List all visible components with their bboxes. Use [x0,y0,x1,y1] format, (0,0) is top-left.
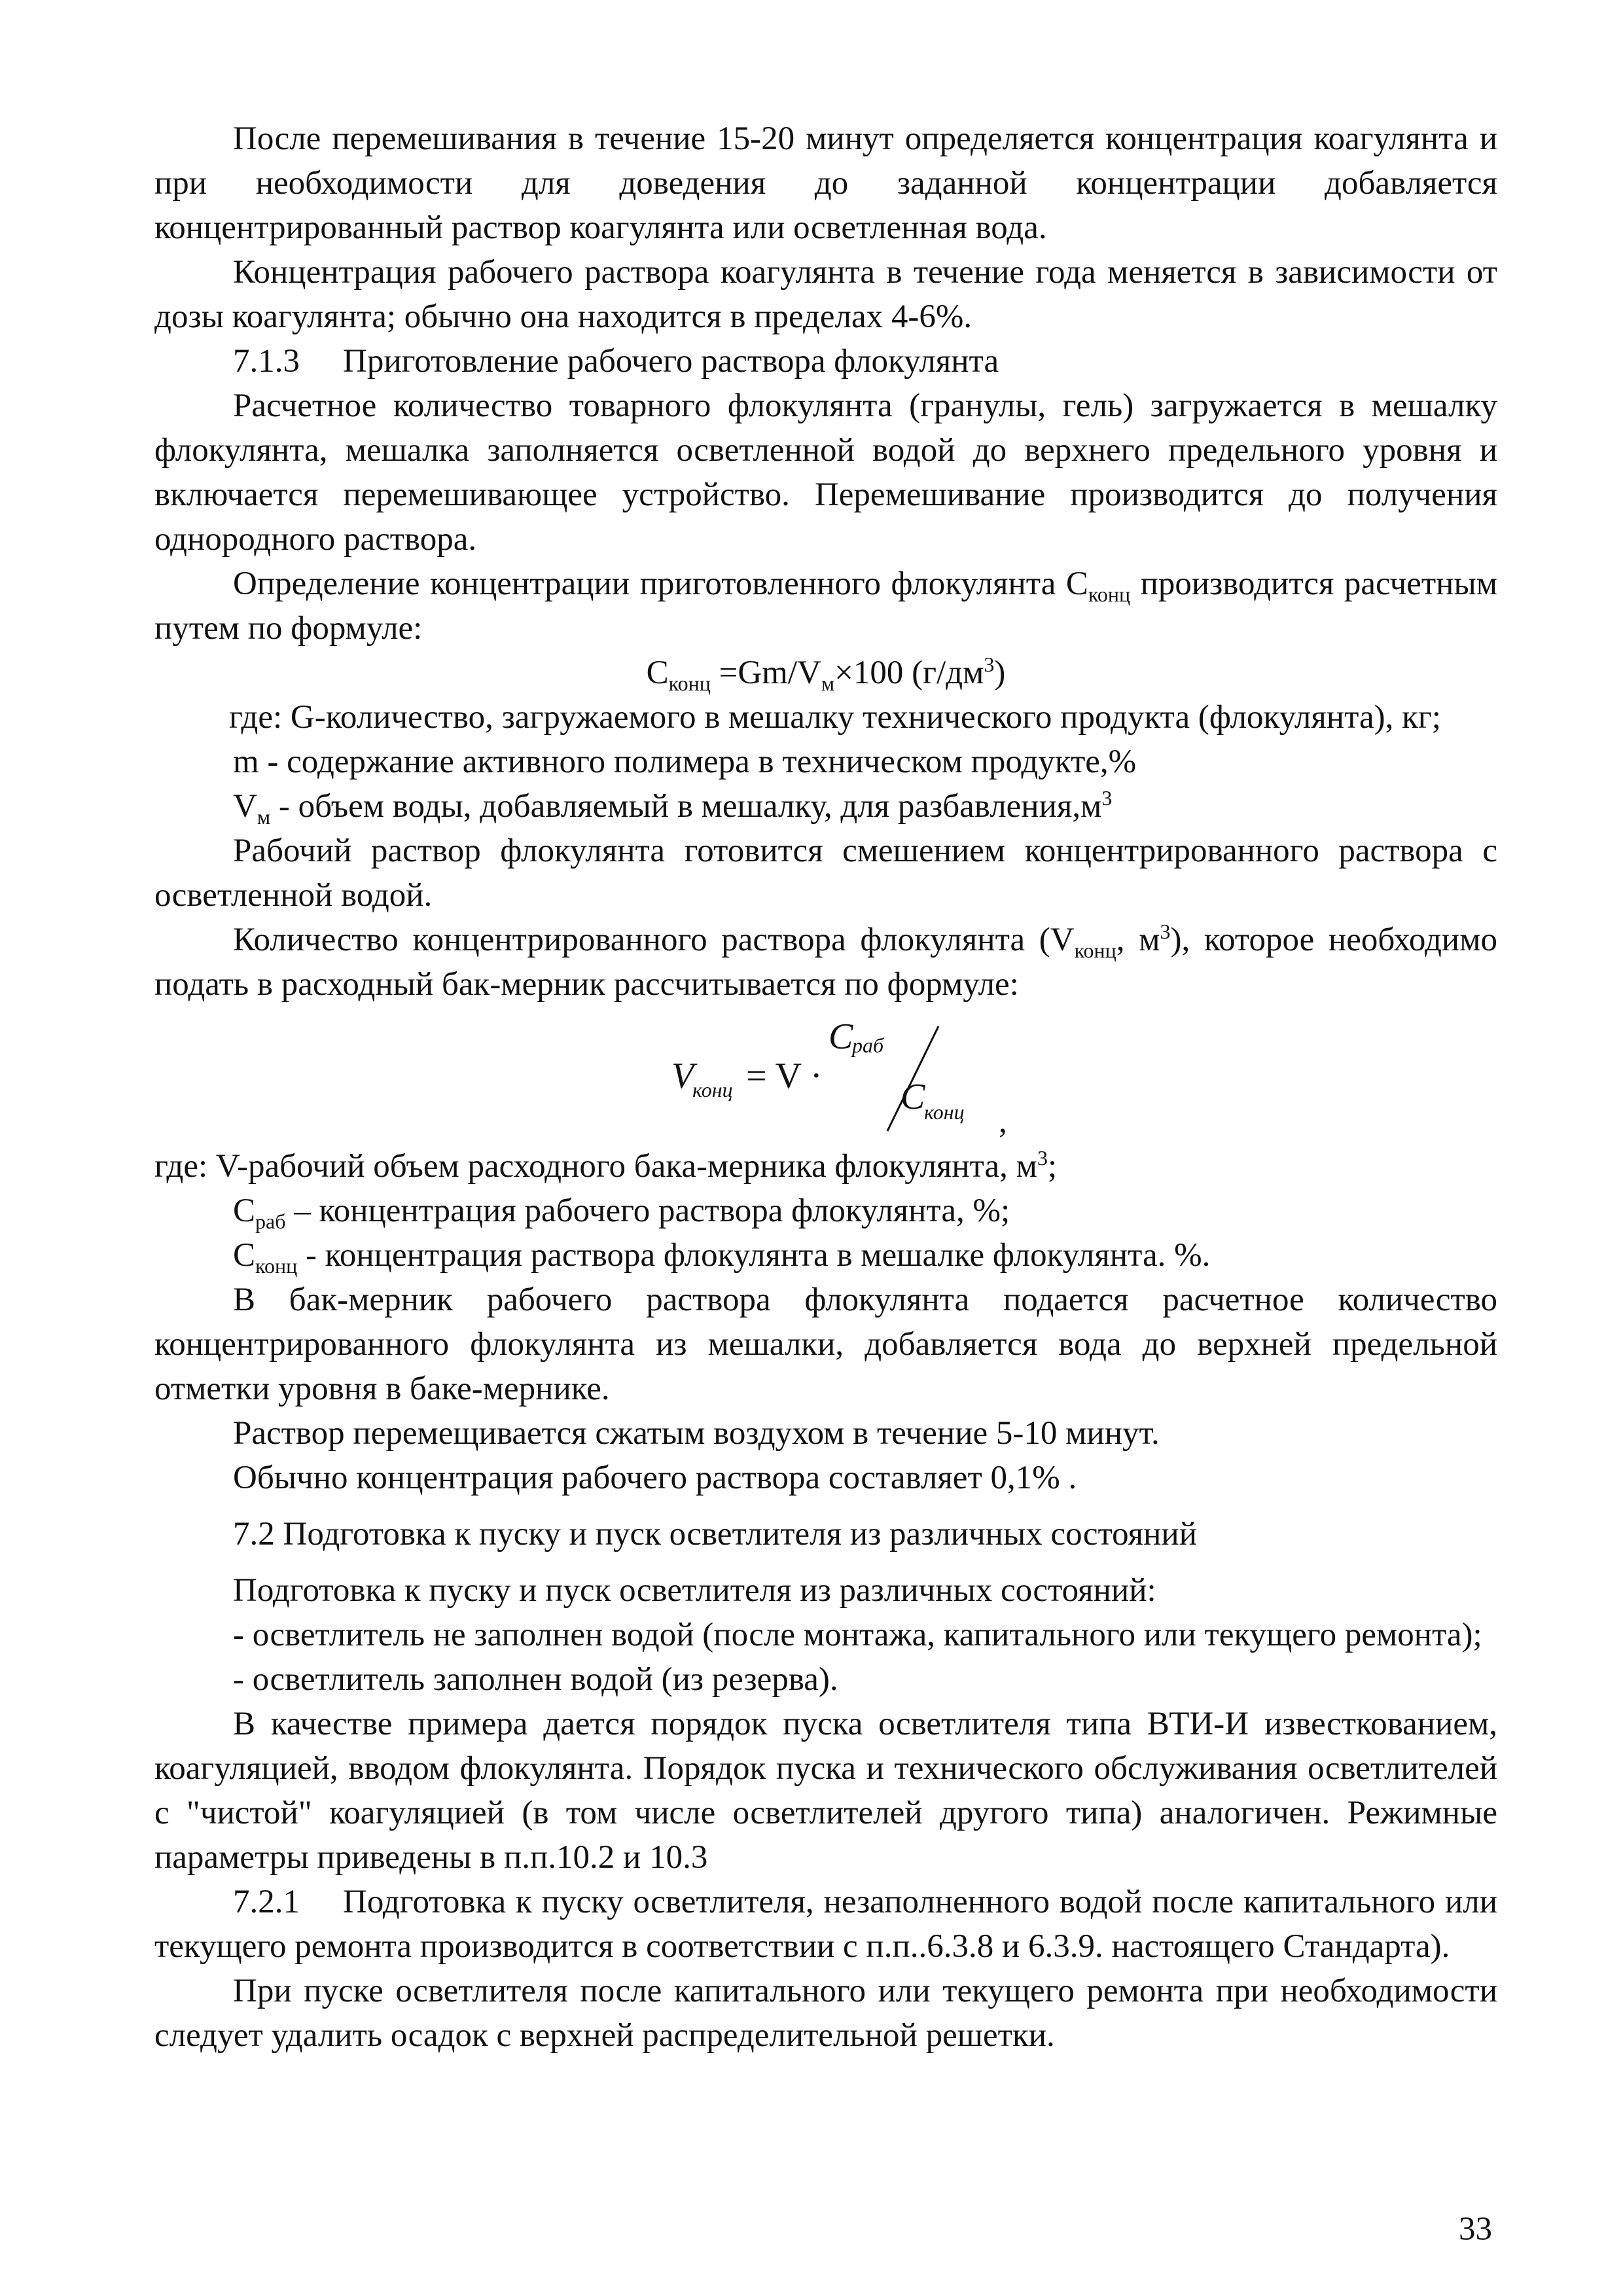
paragraph-measuring-tank: В бак-мерник рабочего раствора флокулянта подается расчетное количество концентрированного флокулянта из мешалки, добавляется вода до верхней предельной отметки уровня в баке-мернике. [154,1282,1497,1407]
where-c-concentrated [154,1233,1497,1278]
formula-symbol: ×100 (г/дм [834,655,984,691]
paragraph-typical-concentration: Обычно концентрация рабочего раствора составляет 0,1% . [233,1460,1077,1496]
paragraph-mixing: После перемешивания в течение 15-20 минут определяется концентрация коагулянта и при необходимости для доведения до заданной концентрации добавляется концентрированный раствор коагулянта или осветленная вода. [154,120,1497,246]
formula-equals: = V · [746,1056,823,1096]
text-run: – концентрация рабочего раствора флокулянта, %; [285,1193,1010,1229]
section-title: Приготовление рабочего раствора флокулянта [343,343,999,380]
superscript: 3 [984,653,995,676]
where-c-working [154,1189,1497,1233]
formula-symbol: =Gm/V [710,655,821,691]
text-run: , м [1116,922,1160,958]
formula-numerator-subscript: раб [852,1033,884,1057]
subscript: конц [1074,939,1116,963]
section-7-2-1 [154,1880,1497,1969]
section-heading-7-1-3 [154,339,1497,384]
where-v-working-volume [154,1144,1497,1189]
text-run: С [233,1237,256,1274]
superscript: 3 [1037,1146,1048,1170]
text-column [154,117,1497,2058]
paragraph-sludge-removal: При пуске осветлителя после капитального или текущего ремонта при необходимости следует удалить осадок с верхней распределительной решетки. [154,1973,1497,2054]
text-run: С [233,1193,256,1229]
text-run: производится расчетным путем по формуле: [154,565,1497,647]
formula-denominator: C [901,1077,925,1117]
section-number: 7.1.3 [233,343,300,380]
formula-svg [154,1007,1497,1144]
page-number: 33 [1459,2211,1492,2248]
subscript: конц [668,672,711,696]
list-item-filled: - осветлитель заполнен водой (из резерва). [233,1661,838,1698]
text-run: Определение концентрации приготовленного флокулянта С [233,565,1088,602]
where-m-definition: m - содержание активного полимера в техническом продукте,% [233,744,1137,780]
subscript: м [257,805,271,829]
text-run: ), которое необходимо подать в расходный бак-мерник рассчитывается по формуле: [154,922,1497,1003]
formula-numerator: C [829,1016,853,1057]
paragraph-example-procedure: В качестве примера дается порядок пуска осветлителя типа ВТИ-И известкованием, коагуляцией, вводом флокулянта. Порядок пуска и технического обслуживания осветлителей с "чистой" коагуляцией (в том числе осветлителей другого типа) аналогичен. Режимные параметры приведены в п.п.10.2 и 10.3 [154,1706,1497,1876]
paragraph-concentrated-amount [154,918,1497,1007]
text-run: ; [1047,1148,1058,1185]
formula-concentration [154,651,1497,695]
paragraph-coagulant-concentration: Концентрация рабочего раствора коагулянта в течение года меняется в зависимости от дозы коагулянта; обычно она находится в пределах 4-6%. [154,254,1497,335]
text-run: V [233,788,257,825]
formula-volume [154,1007,1497,1144]
subscript: м [821,672,835,696]
formula-lhs-subscript: конц [692,1078,733,1102]
section-number: 7.2.1 [233,1884,300,1920]
text-run: - концентрация раствора флокулянта в мешалке флокулянта. %. [297,1237,1211,1274]
subscript: конц [255,1254,298,1278]
superscript: 3 [1101,786,1113,810]
paragraph-air-mixing: Раствор перемещивается сжатым воздухом в течение 5-10 минут. [233,1415,1160,1452]
section-heading-7-2: 7.2 Подготовка к пуску и пуск осветлителя из различных состояний [233,1516,1197,1552]
section-text: Подготовка к пуску осветлителя, незаполненного водой после капитального или текущего ремонта производится в соответствии с п.п..6.3.8 и 6.3.9. настоящего Стандарта). [154,1884,1497,1965]
list-item-not-filled: - осветлитель не заполнен водой (после монтажа, капитального или текущего ремонта); [233,1617,1482,1653]
where-v-definition [154,784,1497,829]
superscript: 3 [1160,920,1171,943]
text-run: - объем воды, добавляемый в мешалку, для разбавления,м [270,788,1102,825]
formula-lhs: V [671,1056,694,1096]
paragraph-flocculant-loading: Расчетное количество товарного флокулянта (гранулы, гель) загружается в мешалку флокулянта, мешалка заполняется осветленной водой до верхнего предельного уровня и включается перемешивающее устройство. Перемешивание производится до получения однородного раствора. [154,387,1497,558]
where-g-definition: где: G-количество, загружаемого в мешалку технического продукта (флокулянта), кг; [229,699,1441,736]
subscript: конц [1088,583,1131,607]
paragraph-working-solution: Рабочий раствор флокулянта готовится смешением концентрированного раствора с осветленной водой. [154,833,1497,914]
formula-denominator-subscript: конц [924,1100,965,1124]
formula-symbol: С [646,655,669,691]
text-run: Количество концентрированного раствора флокулянта (V [233,922,1075,958]
formula-symbol: ) [994,655,1006,691]
paragraph-startup-states: Подготовка к пуску и пуск осветлителя из различных состояний: [233,1572,1156,1609]
subscript: раб [255,1210,286,1234]
text-run: где: V-рабочий объем расходного бака-мерника флокулянта, м [154,1148,1037,1185]
formula-comma: , [999,1103,1007,1140]
paragraph-concentration-definition [154,562,1497,651]
